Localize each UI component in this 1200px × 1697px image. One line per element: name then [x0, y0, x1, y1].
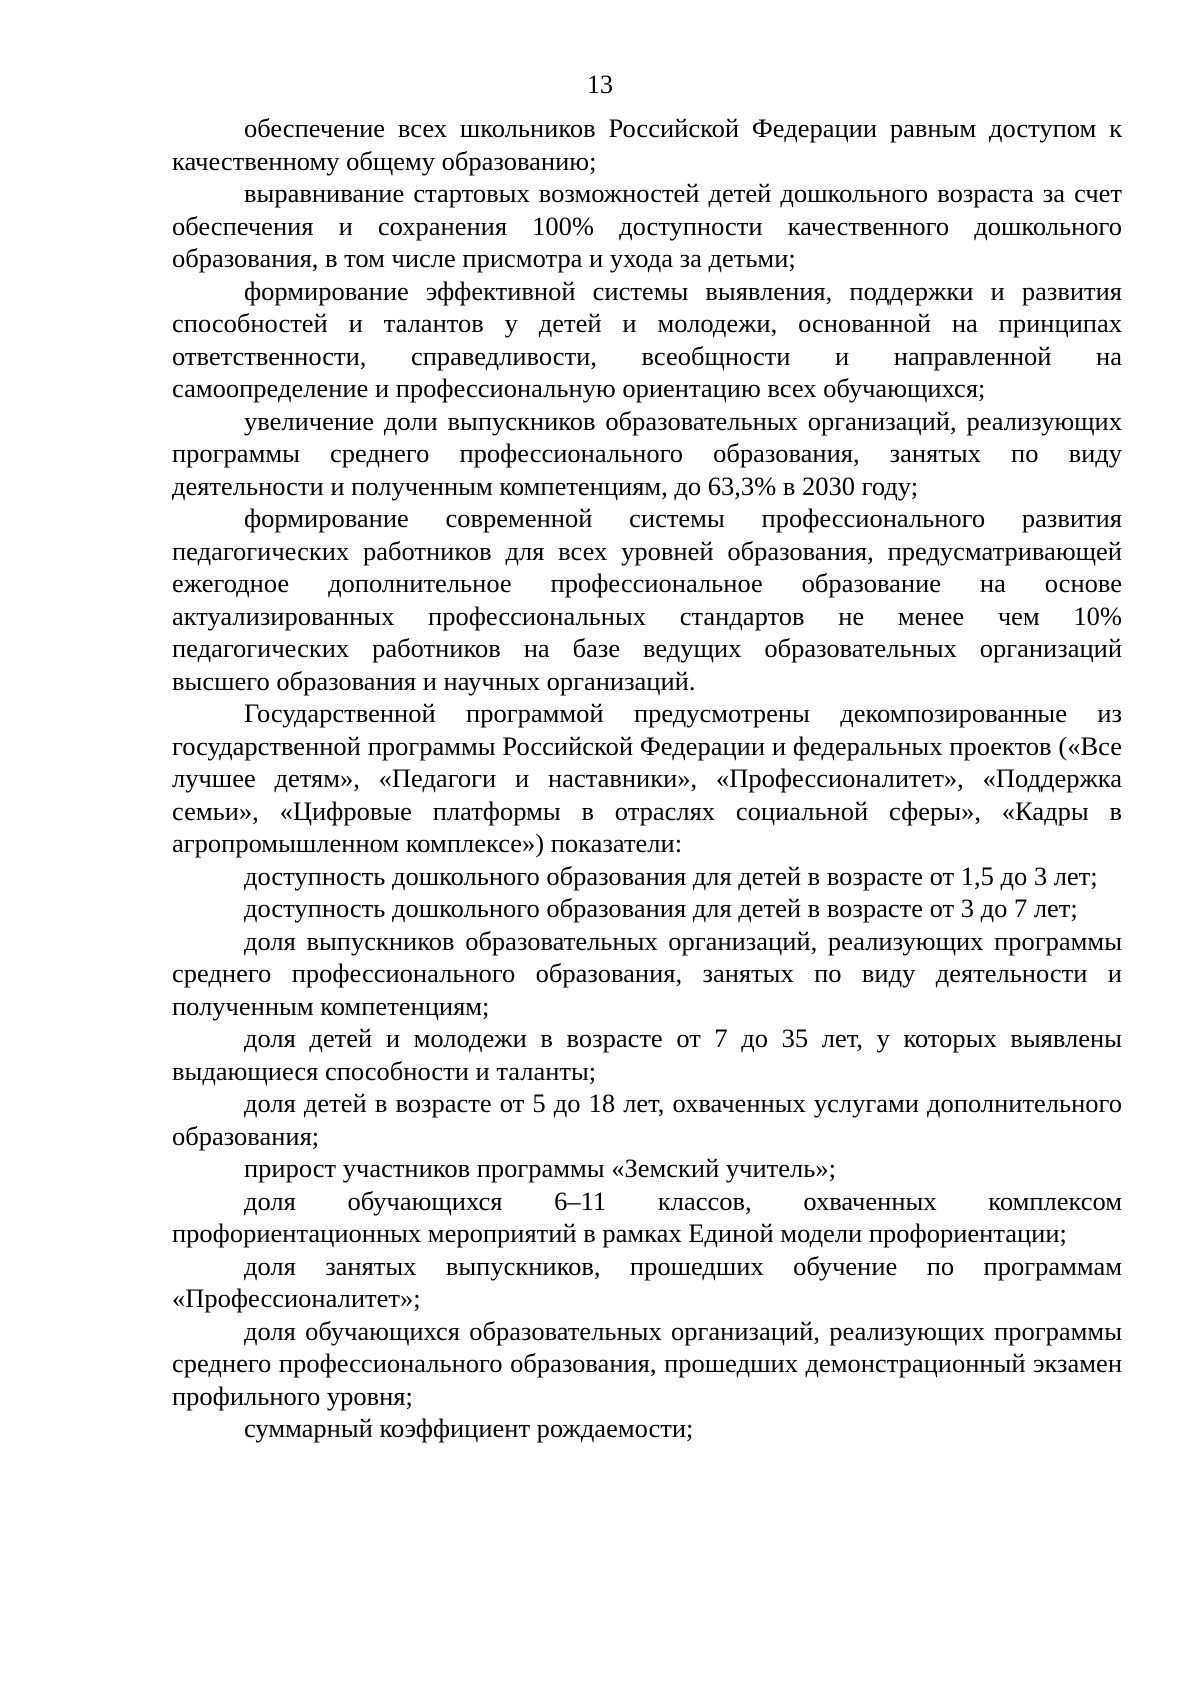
paragraph: выравнивание стартовых возможностей детей дошкольного возраста за счет обеспечения и сохранения 100% доступности качественного дошкольного образования, в том числе присмотра и ухода за детьми; — [172, 178, 1122, 273]
document-body — [172, 112, 1122, 1445]
paragraph: увеличение доли выпускников образовательных организаций, реализующих программы среднего профессионального образования, занятых по виду деятельности и полученным компетенциям, до 63,3% в 2030 году; — [172, 405, 1122, 501]
paragraph: доля обучающихся 6–11 классов, охваченных комплексом профориентационных мероприятий в рамках Единой модели профориентации; — [172, 1185, 1122, 1248]
paragraph: доля занятых выпускников, прошедших обучение по программам «Профессионалитет»; — [172, 1250, 1122, 1313]
paragraph: доступность дошкольного образования для детей в возрасте от 3 до 7 лет; — [244, 893, 1078, 923]
paragraph: доступность дошкольного образования для детей в возрасте от 1,5 до 3 лет; — [244, 860, 1098, 891]
paragraph: обеспечение всех школьников Российской Федерации равным доступом к качественному общему образованию; — [172, 113, 1122, 176]
paragraph: прирост участников программы «Земский учитель»; — [244, 1153, 836, 1183]
paragraph: Государственной программой предусмотрены декомпозированные из государственной программы Российской Федерации и федеральных проектов («Все лучшее детям», «Педагоги и наставники», «Профессионалитет», «Поддержка семьи», «Цифровые платформы в отраслях социальной сферы», «Кадры в агропромышленном комплексе») показатели: — [172, 698, 1122, 858]
paragraph: доля обучающихся образовательных организаций, реализующих программы среднего профессионального образования, прошедших демонстрационный экзамен профильного уровня; — [172, 1315, 1122, 1411]
paragraph: доля детей в возрасте от 5 до 18 лет, охваченных услугами дополнительного образования; — [172, 1088, 1122, 1151]
paragraph: суммарный коэффициент рождаемости; — [244, 1413, 694, 1443]
paragraph: формирование эффективной системы выявления, поддержки и развития способностей и талантов у детей и молодежи, основанной на принципах ответственности, справедливости, всеобщности и направленной на самоопределение и профессиональную ориентацию всех обучающихся; — [172, 275, 1122, 403]
paragraph: доля детей и молодежи в возрасте от 7 до 35 лет, у которых выявлены выдающиеся способности и таланты; — [172, 1023, 1122, 1086]
paragraph: доля выпускников образовательных организаций, реализующих программы среднего профессионального образования, занятых по виду деятельности и полученным компетенциям; — [172, 925, 1122, 1021]
paragraph: формирование современной системы профессионального развития педагогических работников для всех уровней образования, предусматривающей ежегодное дополнительное профессиональное образование на основе актуализированных профессиональных стандартов не менее чем 10% педагогических работников на базе ведущих образовательных организаций высшего образования и научных организаций. — [172, 503, 1122, 696]
page-number: 13 — [587, 70, 613, 99]
